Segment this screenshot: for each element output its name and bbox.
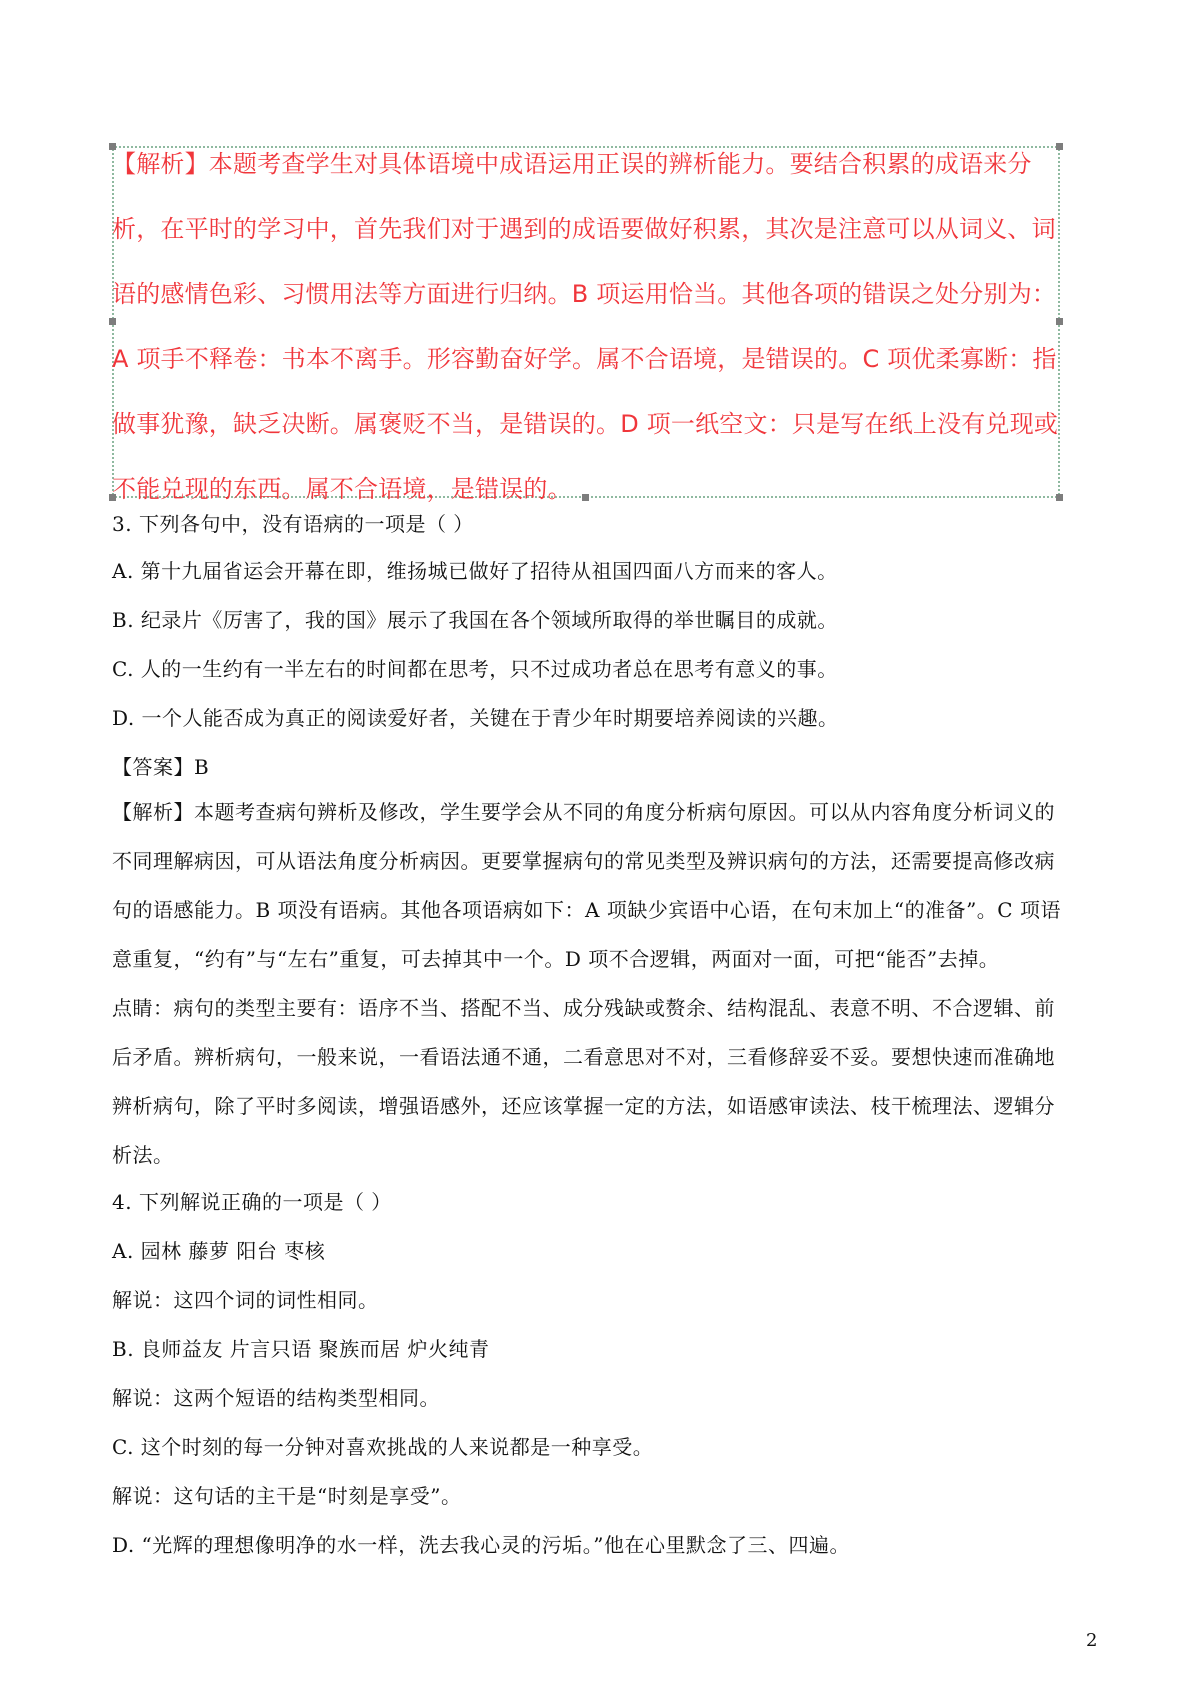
q4-option-c: C. 这个时刻的每一分钟对喜欢挑战的人来说都是一种享受。 xyxy=(112,1435,654,1459)
analysis-line: 析，在平时的学习中，首先我们对于遇到的成语要做好积累，其次是注意可以从词义、词 xyxy=(112,215,1056,243)
q3-answer: 【答案】B xyxy=(112,755,210,779)
analysis-line: 语的感情色彩、习惯用法等方面进行归纳。B 项运用恰当。其他各项的错误之处分别为： xyxy=(112,280,1057,308)
q3-option-b: B. 纪录片《厉害了，我的国》展示了我国在各个领域所取得的举世瞩目的成就。 xyxy=(112,608,838,632)
q3-option-c: C. 人的一生约有一半左右的时间都在思考，只不过成功者总在思考有意义的事。 xyxy=(112,657,838,681)
q4-stem: 4. 下列解说正确的一项是（ ） xyxy=(112,1190,392,1214)
analysis-line: 后矛盾。辨析病句，一般来说，一看语法通不通，二看意思对不对，三看修辞妥不妥。要想快速而准确地 xyxy=(112,1045,1055,1069)
analysis-line: 做事犹豫，缺乏决断。属褒贬不当，是错误的。D 项一纸空文：只是写在纸上没有兑现或 xyxy=(112,410,1059,438)
q4-explanation-c: 解说：这句话的主干是“时刻是享受”。 xyxy=(112,1484,462,1508)
q4-option-d: D. “光辉的理想像明净的水一样，洗去我心灵的污垢。”他在心里默念了三、四遍。 xyxy=(112,1533,850,1557)
analysis-line: 析法。 xyxy=(112,1143,174,1167)
q3-option-a: A. 第十九届省运会开幕在即，维扬城已做好了招待从祖国四面八方而来的客人。 xyxy=(112,559,838,583)
q4-option-b: B. 良师益友 片言只语 聚族而居 炉火纯青 xyxy=(112,1337,490,1361)
analysis-line: A 项手不释卷：书本不离手。形容勤奋好学。属不合语境，是错误的。C 项优柔寡断：指 xyxy=(112,345,1057,373)
analysis-line: 不能兑现的东西。属不合语境，是错误的。 xyxy=(112,475,572,503)
q3-stem: 3. 下列各句中，没有语病的一项是（ ） xyxy=(112,512,474,536)
analysis-line: 点睛：病句的类型主要有：语序不当、搭配不当、成分残缺或赘余、结构混乱、表意不明、不合逻辑、前 xyxy=(112,996,1055,1020)
q4-explanation-b: 解说：这两个短语的结构类型相同。 xyxy=(112,1386,440,1410)
q4-explanation-a: 解说：这四个词的词性相同。 xyxy=(112,1288,379,1312)
q4-option-a: A. 园林 藤萝 阳台 枣核 xyxy=(112,1239,326,1263)
q3-analysis xyxy=(112,788,1102,1180)
q3-option-d: D. 一个人能否成为真正的阅读爱好者，关键在于青少年时期要培养阅读的兴趣。 xyxy=(112,706,839,730)
analysis-line: 不同理解病因，可从语法角度分析病因。更要掌握病句的常见类型及辨识病句的方法，还需要提高修改病 xyxy=(112,849,1055,873)
q2-analysis xyxy=(112,132,1072,522)
analysis-line: 【解析】本题考查病句辨析及修改，学生要学会从不同的角度分析病句原因。可以从内容角度分析词义的 xyxy=(112,800,1055,824)
analysis-line: 意重复，“约有”与“左右”重复，可去掉其中一个。D 项不合逻辑，两面对一面，可把“能否”去掉。 xyxy=(112,947,1000,971)
analysis-line: 【解析】本题考查学生对具体语境中成语运用正误的辨析能力。要结合积累的成语来分 xyxy=(112,150,1032,178)
page-number: 2 xyxy=(1086,1630,1098,1651)
analysis-line: 辨析病句，除了平时多阅读，增强语感外，还应该掌握一定的方法，如语感审读法、枝干梳理法、逻辑分 xyxy=(112,1094,1055,1118)
analysis-line: 句的语感能力。B 项没有语病。其他各项语病如下：A 项缺少宾语中心语，在句末加上“的准备”。C 项语 xyxy=(112,898,1061,922)
